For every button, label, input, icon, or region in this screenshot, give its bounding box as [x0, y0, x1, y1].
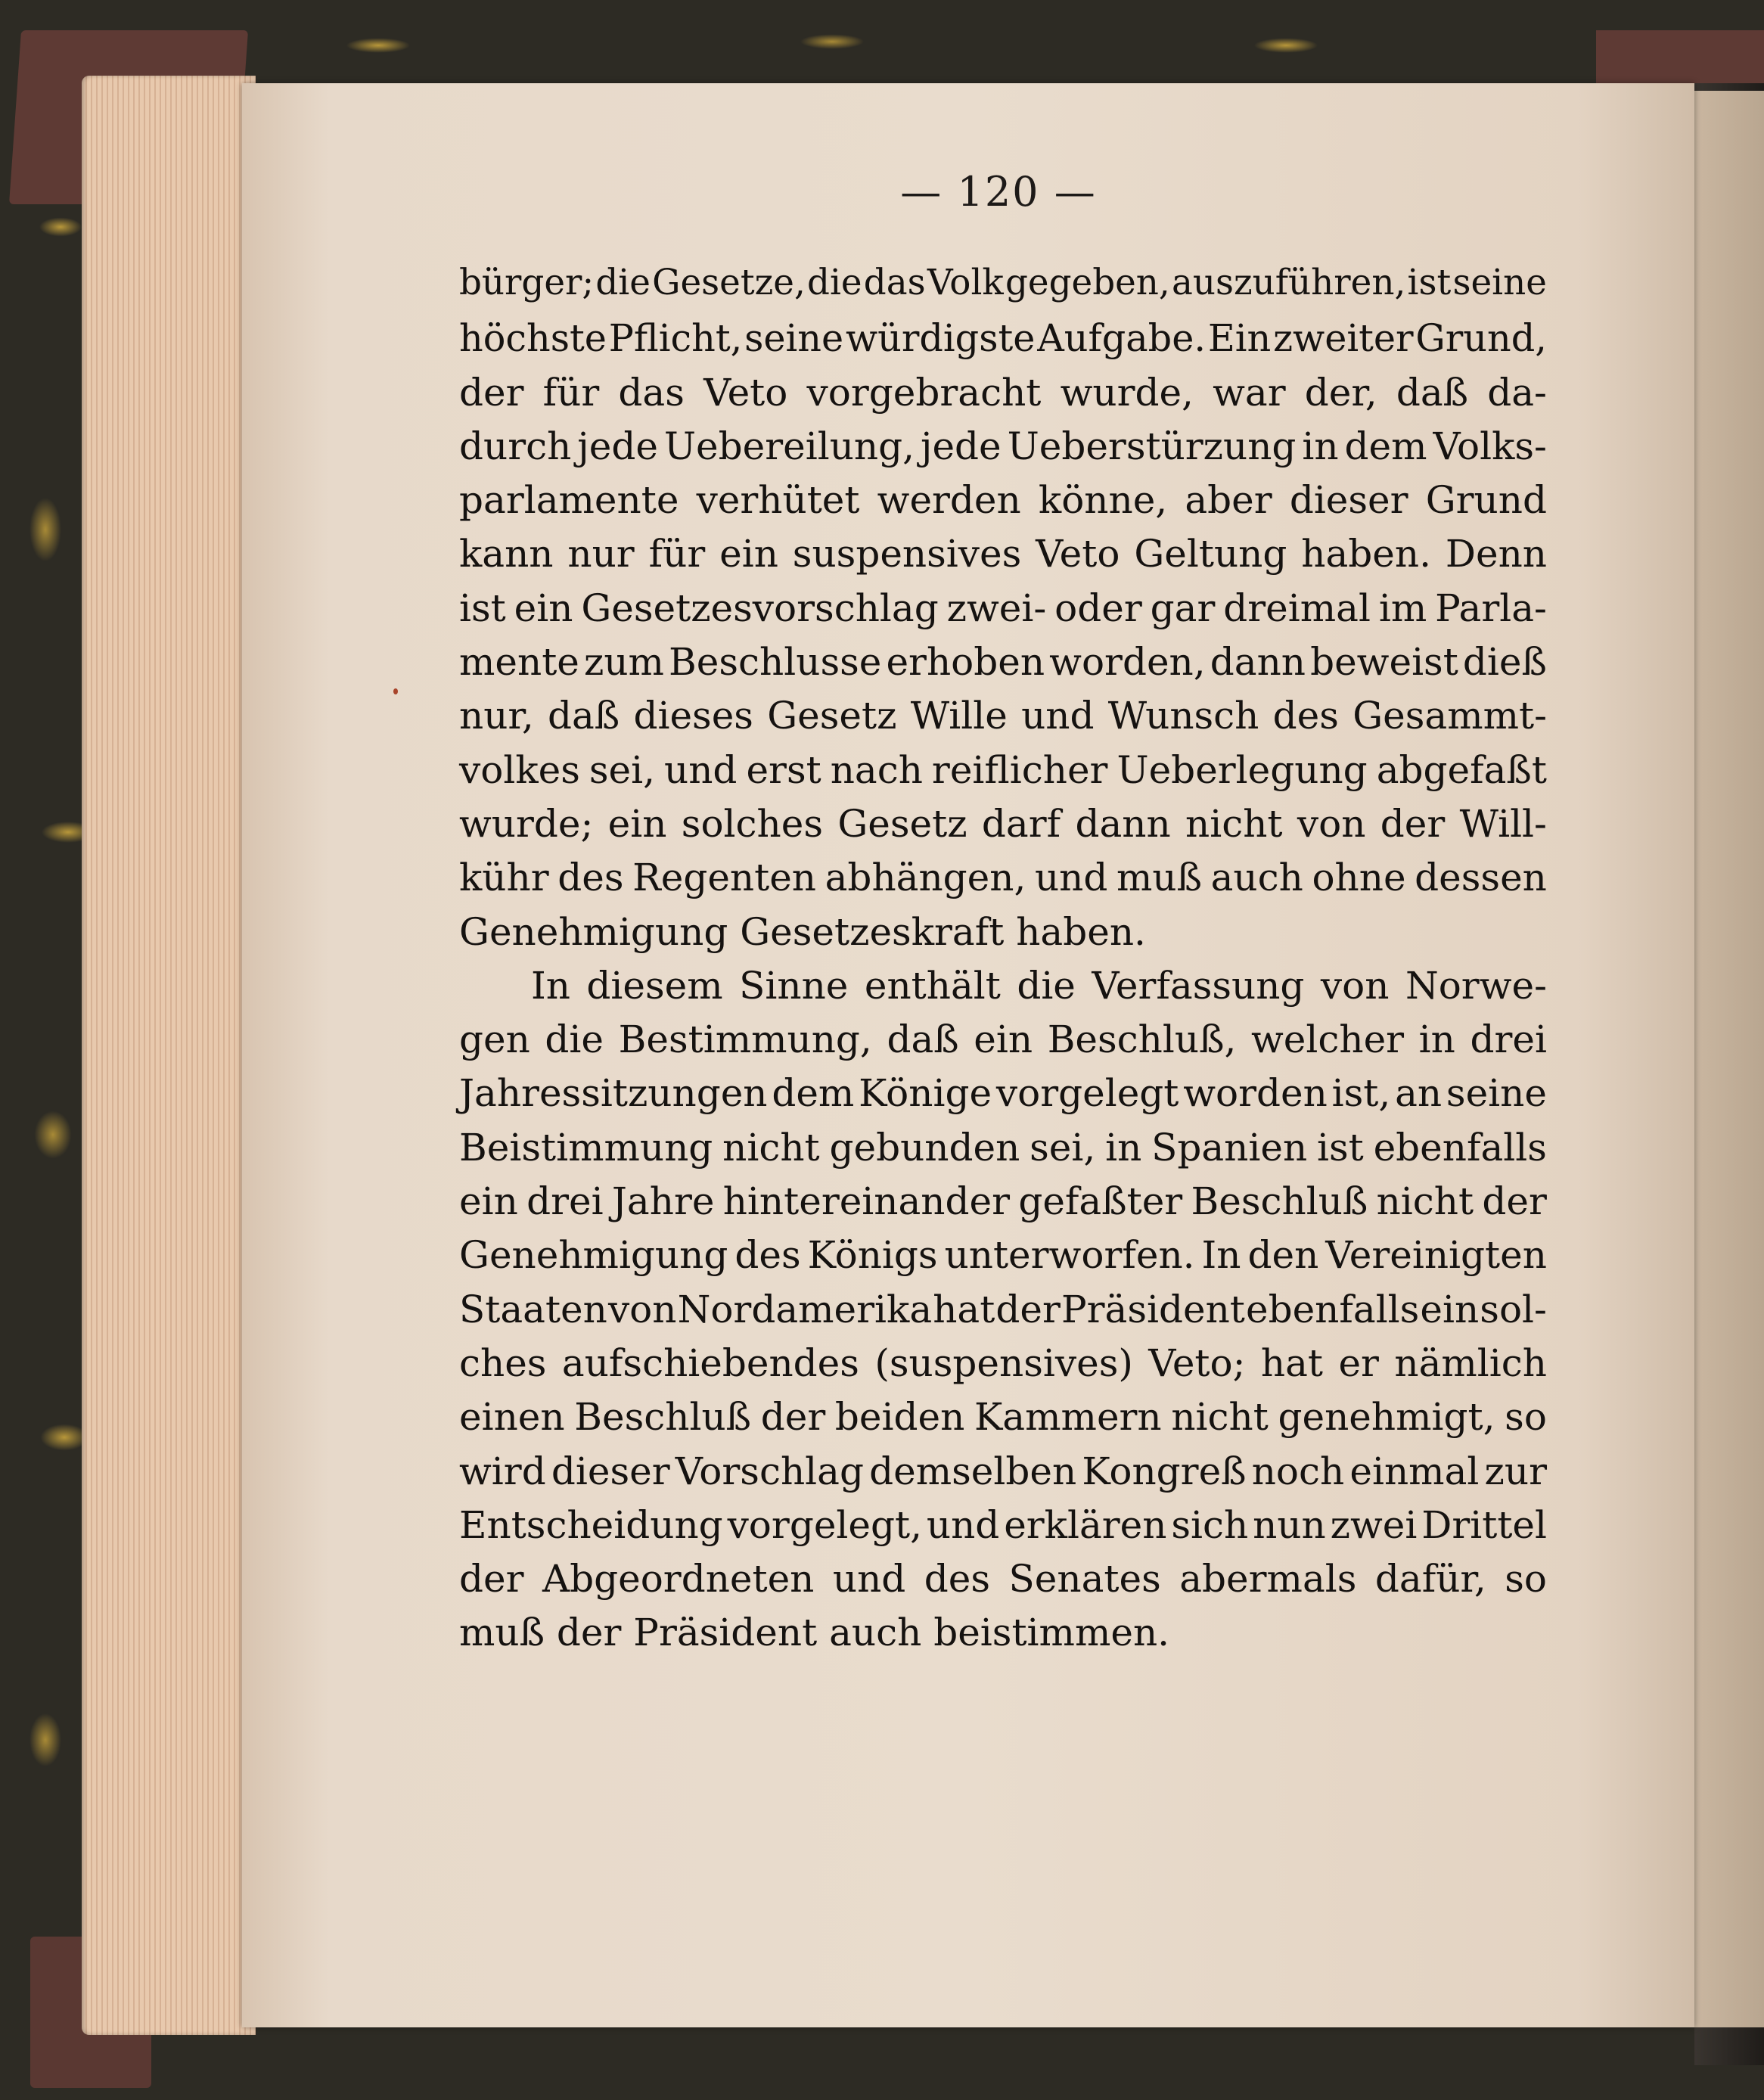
word: Entscheidung [459, 1502, 723, 1547]
word: und [1021, 694, 1095, 738]
word: gen [459, 1017, 530, 1062]
text-line: muß der Präsident auch beistimmen. [459, 1611, 1170, 1655]
word: demselben [869, 1449, 1077, 1493]
word: ebenfalls [1245, 1287, 1420, 1331]
word: dreimal [1223, 586, 1371, 630]
word: drei [526, 1179, 604, 1224]
word: ein [607, 801, 667, 846]
text-line [459, 1341, 1547, 1395]
word: ches [459, 1340, 547, 1385]
word: oder [1054, 586, 1142, 630]
text-line [459, 371, 1547, 424]
word: dieses [633, 694, 753, 738]
text-line [459, 856, 1547, 909]
word: Wunsch [1107, 694, 1259, 738]
word: ein [719, 532, 778, 576]
word: erhoben [886, 640, 1045, 685]
word: ist, [1331, 1071, 1391, 1116]
word: von [1320, 963, 1390, 1008]
word: Veto [1036, 532, 1120, 576]
word: höchste [459, 316, 607, 361]
word: ein [1420, 1287, 1480, 1331]
word: Will- [1459, 801, 1547, 846]
word: In [531, 963, 570, 1008]
word: solches [681, 801, 824, 846]
word: würdigste [845, 316, 1036, 361]
text-line [459, 1179, 1547, 1233]
text-line [459, 1071, 1547, 1125]
word: Veto [703, 370, 788, 415]
text-line [459, 802, 1547, 856]
word: nämlich [1394, 1340, 1547, 1385]
word: dem [1344, 424, 1427, 468]
word: des [924, 1557, 991, 1601]
text-line [459, 1503, 1547, 1557]
word: daß [547, 694, 620, 738]
word: nicht [1171, 1395, 1269, 1440]
word: Ueberlegung [1116, 747, 1368, 792]
word: im [1378, 586, 1427, 630]
word: und [1034, 856, 1108, 900]
word: erklären [1004, 1502, 1167, 1547]
word: er [1338, 1340, 1379, 1385]
word: hintereinander [722, 1179, 1011, 1224]
word: Beschluß, [1047, 1017, 1237, 1062]
word: vorgebracht [806, 370, 1042, 415]
text-line: Genehmigung Gesetzeskraft haben. [459, 909, 1146, 954]
word: daß [887, 1017, 959, 1062]
word: die [595, 262, 651, 303]
word: auszuführen, [1172, 262, 1406, 303]
text-line [459, 964, 1547, 1017]
word: haben. [1301, 532, 1431, 576]
word: genehmigt, [1278, 1395, 1495, 1440]
page-stack-edges [82, 76, 256, 2035]
word: den [1247, 1233, 1319, 1278]
word: Nordamerika [677, 1287, 933, 1331]
word: wurde, [1060, 370, 1194, 415]
word: ein [514, 586, 573, 630]
word: nicht [1376, 1179, 1474, 1224]
word: Drittel [1421, 1502, 1547, 1547]
word: Präsident [1061, 1287, 1245, 1331]
word: der [760, 1395, 826, 1440]
word: da- [1487, 370, 1547, 415]
word: Regenten [632, 856, 817, 900]
word: parlamente [459, 478, 679, 523]
word: worden, [1049, 640, 1206, 685]
word: wurde; [459, 801, 594, 846]
word: Beschlusse [669, 640, 882, 685]
text-line [459, 1126, 1547, 1179]
word: das [618, 370, 685, 415]
word: werden [877, 478, 1021, 523]
word: sol- [1480, 1287, 1547, 1331]
word: und [664, 747, 738, 792]
word: zwei- [946, 586, 1047, 630]
word: des [557, 856, 624, 900]
text-line [459, 424, 1547, 478]
word: Veto; [1148, 1340, 1246, 1385]
word: sei, [1030, 1125, 1096, 1170]
text-line [459, 1395, 1547, 1449]
word: dann [1210, 640, 1306, 685]
word: Ueberstürzung [1007, 424, 1297, 468]
word: Denn [1445, 532, 1547, 576]
word: in [1105, 1125, 1142, 1170]
word: ein [974, 1017, 1033, 1062]
word: für [648, 532, 706, 576]
text-line [459, 640, 1547, 694]
word: seine [744, 316, 844, 361]
facing-page-edge [1688, 91, 1764, 2027]
word: Grund, [1415, 316, 1547, 361]
text-line [459, 316, 1547, 370]
word: des [1272, 694, 1339, 738]
word: von [1297, 801, 1366, 846]
word: enthält [864, 963, 1001, 1008]
word: volkes [459, 747, 580, 792]
word: Vorschlag [675, 1449, 864, 1493]
word: jede [577, 424, 658, 468]
word: zweiter [1273, 316, 1414, 361]
word: so [1505, 1395, 1547, 1440]
word: der, [1304, 370, 1377, 415]
word: ist [459, 586, 506, 630]
word: kann [459, 532, 554, 576]
word: an [1395, 1071, 1443, 1116]
word: so [1505, 1557, 1547, 1601]
word: ein [459, 1179, 518, 1224]
word: Könige [859, 1071, 992, 1116]
word: darf [981, 801, 1061, 846]
word: ebenfalls [1373, 1125, 1547, 1170]
ink-spot [393, 688, 398, 694]
word: Beistimmung [459, 1125, 713, 1170]
word: Volks- [1433, 424, 1547, 468]
word: hat [1260, 1340, 1323, 1385]
word: Geltung [1134, 532, 1287, 576]
word: in [1418, 1017, 1455, 1062]
word: zum [583, 640, 664, 685]
word: einmal [1349, 1449, 1480, 1493]
word: Beschluß [1191, 1179, 1368, 1224]
word: Norwe- [1405, 963, 1547, 1008]
word: Volk [927, 262, 1004, 303]
word: abgefaßt [1376, 747, 1547, 792]
word: war [1213, 370, 1286, 415]
word: Parla- [1435, 586, 1547, 630]
word: nach [830, 747, 923, 792]
word: dieser [551, 1449, 670, 1493]
word: könne, [1038, 478, 1168, 523]
word: der [1380, 801, 1446, 846]
word: sich [1171, 1502, 1249, 1547]
word: jede [920, 424, 1002, 468]
word: der [459, 370, 524, 415]
word: ist [1317, 1125, 1364, 1170]
word: Wille [910, 694, 1008, 738]
word: Verfassung [1092, 963, 1305, 1008]
word: dem [772, 1071, 855, 1116]
word: noch [1251, 1449, 1345, 1493]
text-line [459, 1233, 1547, 1287]
word: vorgelegt, [727, 1502, 922, 1547]
word: aber [1185, 478, 1272, 523]
word: der [459, 1557, 524, 1601]
word: von [607, 1287, 677, 1331]
word: beiden [834, 1395, 965, 1440]
text-line [459, 262, 1547, 316]
word: dafür, [1374, 1557, 1486, 1601]
word: Genehmigung [459, 1233, 728, 1278]
word: gar [1150, 586, 1216, 630]
word: abhängen, [825, 856, 1026, 900]
word: verhütet [696, 478, 860, 523]
word: in [1302, 424, 1339, 468]
word: Beschluß [574, 1395, 752, 1440]
word: die [1017, 963, 1076, 1008]
word: unterworfen. [944, 1233, 1195, 1278]
word: vorgelegt [995, 1071, 1179, 1116]
text-line [459, 1017, 1547, 1071]
word: kühr [459, 856, 549, 900]
word: wird [459, 1449, 546, 1493]
word: gegeben, [1005, 262, 1170, 303]
text-line [459, 1288, 1547, 1341]
word: bürger; [459, 262, 595, 303]
word: (suspensives) [874, 1340, 1133, 1385]
word: Aufgabe. [1037, 316, 1207, 361]
word: reiflicher [931, 747, 1108, 792]
word: nur [567, 532, 635, 576]
word: das [863, 262, 926, 303]
word: Kammern [974, 1395, 1162, 1440]
word: abermals [1179, 1557, 1357, 1601]
word: Jahressitzungen [459, 1071, 768, 1116]
word: aufschiebendes [561, 1340, 859, 1385]
word: für [542, 370, 600, 415]
word: dann [1075, 801, 1171, 846]
word: Staaten [459, 1287, 607, 1331]
page-number: — 120 — [900, 168, 1097, 216]
text-line [459, 748, 1547, 802]
word: dieß [1462, 640, 1547, 685]
word: drei [1470, 1017, 1547, 1062]
word: Kongreß [1082, 1449, 1247, 1493]
word: Gesammt- [1353, 694, 1547, 738]
word: Vereinigten [1325, 1233, 1547, 1278]
word: gebunden [829, 1125, 1020, 1170]
text-line [459, 694, 1547, 747]
word: nur, [459, 694, 534, 738]
word: diesem [586, 963, 723, 1008]
word: Grund [1425, 478, 1547, 523]
text-line [459, 1449, 1547, 1503]
word: Abgeordneten [542, 1557, 815, 1601]
word: ist [1407, 262, 1452, 303]
word: worden [1183, 1071, 1328, 1116]
word: muß [1116, 856, 1203, 900]
word: dessen [1415, 856, 1547, 900]
word: nun [1253, 1502, 1326, 1547]
word: In [1201, 1233, 1241, 1278]
text-line [459, 1557, 1547, 1611]
word: seine [1452, 262, 1547, 303]
word: welcher [1250, 1017, 1405, 1062]
text-line [459, 478, 1547, 532]
word: gefaßter [1018, 1179, 1183, 1224]
word: durch [459, 424, 572, 468]
word: hat [933, 1287, 995, 1331]
word: Pflicht, [608, 316, 743, 361]
word: Ein [1207, 316, 1272, 361]
word: Gesetz [837, 801, 967, 846]
word: einen [459, 1395, 565, 1440]
text-line [459, 586, 1547, 640]
word: und [832, 1557, 906, 1601]
word: Gesetzesvorschlag [581, 586, 939, 630]
word: Uebereilung, [663, 424, 915, 468]
body-text [459, 262, 1547, 1665]
word: nicht [1185, 801, 1283, 846]
word: erst [746, 747, 821, 792]
word: beweist [1310, 640, 1458, 685]
word: Gesetze, [652, 262, 806, 303]
word: zwei [1330, 1502, 1418, 1547]
word: der [1482, 1179, 1547, 1224]
word: und [926, 1502, 1000, 1547]
word: dieser [1289, 478, 1408, 523]
word: des [734, 1233, 801, 1278]
word: Jahre [611, 1179, 715, 1224]
word: Königs [807, 1233, 938, 1278]
word: Spanien [1151, 1125, 1308, 1170]
word: die [545, 1017, 604, 1062]
word: suspensives [792, 532, 1022, 576]
word: Gesetz [767, 694, 897, 738]
word: zur [1484, 1449, 1547, 1493]
word: der [995, 1287, 1061, 1331]
word: auch [1210, 856, 1303, 900]
word: daß [1396, 370, 1469, 415]
word: Sinne [739, 963, 849, 1008]
word: sei, [589, 747, 656, 792]
word: mente [459, 640, 579, 685]
word: nicht [722, 1125, 820, 1170]
text-line [459, 532, 1547, 586]
word: ohne [1312, 856, 1406, 900]
word: die [807, 262, 862, 303]
word: Bestimmung, [618, 1017, 872, 1062]
word: Senates [1008, 1557, 1161, 1601]
word: seine [1446, 1071, 1547, 1116]
